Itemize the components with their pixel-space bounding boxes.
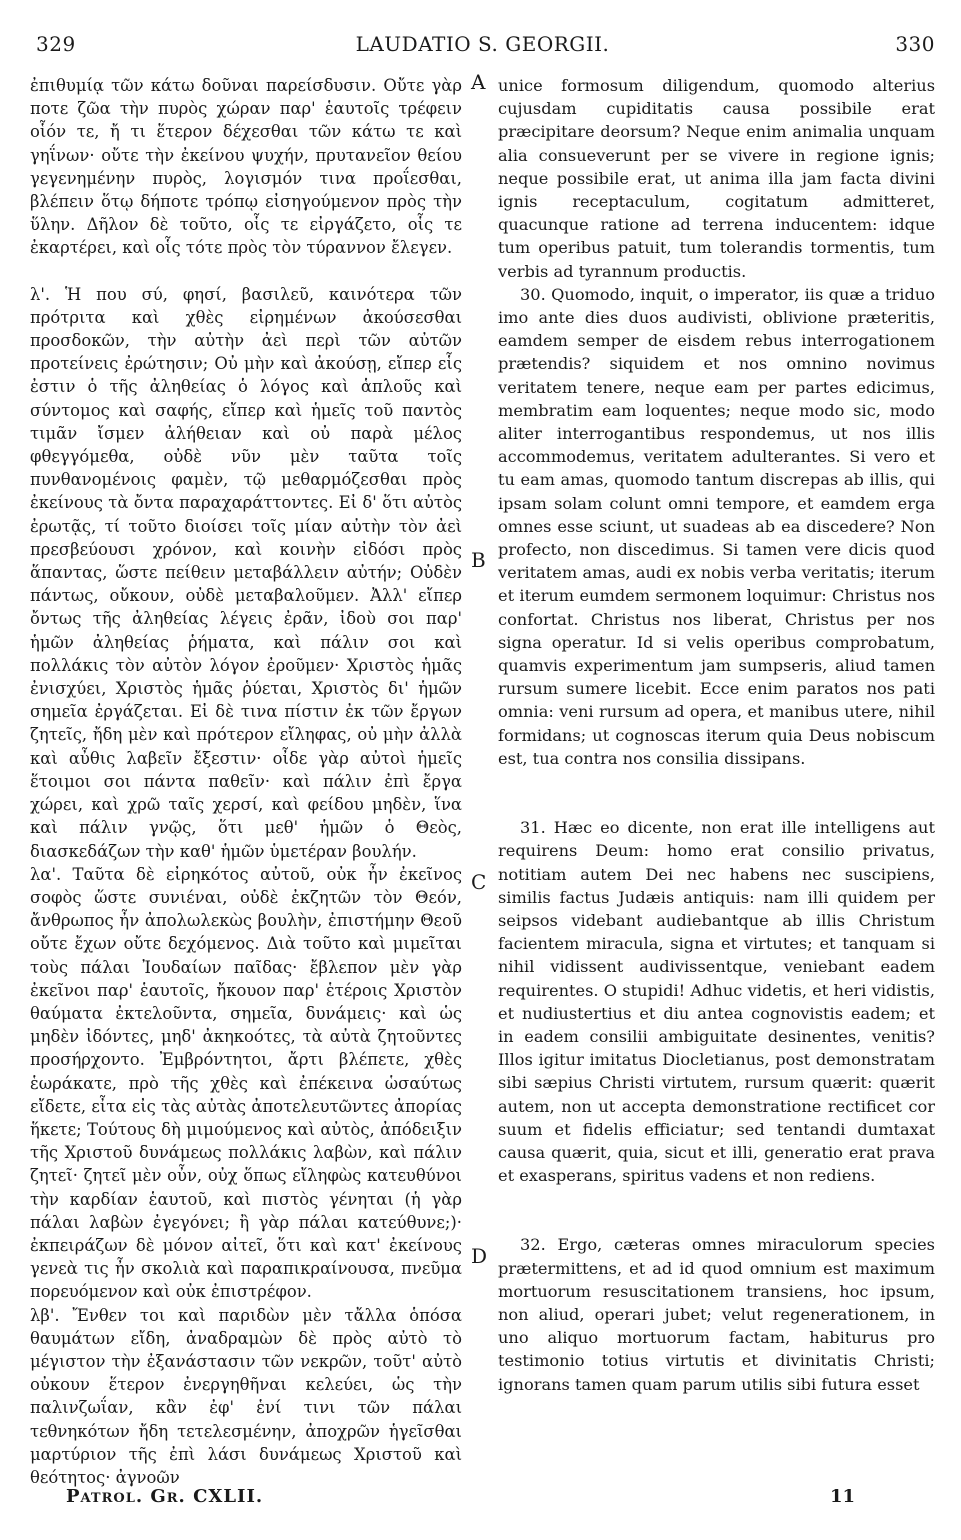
page-footer	[30, 1486, 935, 1516]
running-header	[30, 28, 935, 62]
page-number-left: 329	[36, 32, 76, 56]
margin-marker-b: B	[471, 548, 486, 572]
greek-column	[30, 74, 462, 1489]
greek-paragraph: ἐπιθυμίᾳ τῶν κάτω δοῦναι παρείσδυσιν. Οὔτε γὰρ ποτε ζῶα τὴν πυρὸς χώραν παρ' ἑαυτοῖς τρέφειν οἷόν τε, ἤ τι ἕτερον δέχεσθαι τῶν κάτω τε καὶ γηΐνων· οὔτε τὴν ἐκείνου ψυχήν, πρυτανεῖον θείου γεγενημένην πυρὸς, λογισμόν τινα προΐεσθαι, βλέπειν ὅτῳ δήποτε τρόπῳ εἰσηγούμενον πρὸς τὴν ὕλην. Δῆλον δὲ τοῦτο, οἷς τε εἰργάζετο, οἷς τε ἐκαρτέρει, καὶ οἷς τότε πρὸς τὸν τύραννον ἔλεγεν.	[30, 76, 462, 258]
page	[30, 28, 935, 1518]
latin-column	[498, 74, 935, 1396]
latin-paragraph: 31. Hæc eo dicente, non erat ille intelligens aut requirens Deum: homo erat consilio privatus, notitiam autem Dei nec habens nec suscipiens, similis factus Judæis antiquis: nam illi quidem per seipsos videbant audiebantque ab illis Christum facientem miracula, signa et virtutes; et tanquam si nihil vidissent audivissentque, veniebant eadem requirentes. O stupidi! Adhuc videtis, et heri vidistis, et nudiustertius et diu antea cognovistis eadem; et in eadem consilii ambiguitate desinentes, venitis? Illos igitur imitatus Diocletianus, post demonstratam sibi sæpius Christi virtutem, rursum quærit: quærit autem, non ut accepta demonstratione rectificet cor suum et fidelis efficiatur; sed tentandi dumtaxat causa quærit, quia, sicut et illi, generatio erat prava et exasperans, spiritus vadens et non rediens.	[498, 818, 935, 1186]
margin-marker-a: A	[471, 70, 486, 94]
running-title: LAUDATIO S. GEORGII.	[355, 32, 610, 56]
gathering-number: 11	[830, 1486, 856, 1507]
margin-marker-d: D	[471, 1244, 488, 1268]
greek-paragraph: λα'. Ταῦτα δὲ εἰρηκότος αὐτοῦ, οὐκ ἦν ἐκεῖνος σοφὸς ὥστε συνιέναι, οὐδὲ ἐκζητῶν τὸν Θεόν, ἄνθρωπος ἦν ἀπολωλεκὼς βουλὴν, ἐπιστήμην Θεοῦ οὔτε ἔχων οὔτε δεχόμενος. Διὰ τοῦτο καὶ μιμεῖται τοὺς πάλαι Ἰουδαίων παῖδας· ἔβλεπον μὲν γὰρ ἐκεῖνοι παρ' ἑαυτοῖς, ἤκουον παρ' ἑτέροις Χριστὸν θαύματα ἐκτελοῦντα, σημεῖα, δυνάμεις· καὶ ὡς μηδὲν ἰδόντες, μηδ' ἀκηκοότες, τὰ αὐτὰ ζητοῦντες προσήρχοντο. Ἐμβρόντητοι, ἄρτι βλέπετε, χθὲς ἑωράκατε, πρὸ τῆς χθὲς καὶ ἐπέκεινα ὡσαύτως εἴδετε, εἶτα εἰς τὰς αὐτὰς ἀποτελευτῶντες ἀπορίας ἥκετε; Τούτους δὴ μιμούμενος καὶ αὐτὸς, ἀπόδειξιν τῆς Χριστοῦ δυνάμεως πολλάκις λαβὼν, καὶ πάλιν ζητεῖ· ζητεῖ μὲν οὖν, οὐχ ὅπως εἴληφὼς κατευθύνοι τὴν καρδίαν ἑαυτοῦ, καὶ πιστὸς γένηται (ἡ γὰρ πάλαι λαβὼν ἐγεγόνει; ἢ γὰρ πάλαι κατεύθυνε;)· ἐκπειράζων δὲ μόνον αἰτεῖ, ὅτι καὶ κατ' ἐκείνους γενεὰ τις ἦν σκολιὰ καὶ παραπικραίνουσα, πνεῦμα πορευόμενον καὶ οὐκ ἐπιστρέφον.	[30, 864, 462, 1302]
page-number-right: 330	[895, 32, 935, 56]
greek-paragraph: λβ'. Ἔνθεν τοι καὶ παριδὼν μὲν τἄλλα ὁπόσα θαυμάτων εἴδη, ἀναδραμὼν δὲ πρὸς αὐτὸ τὸ μέγιστον τὴν ἐξανάστασιν τῶν νεκρῶν, τοῦτ' αὐτὸ οὐκουν ἕτερον ἐνεργηθῆναι κελεύει, ὡς τὴν παλινζωΐαν, κἂν ἐφ' ἑνί τινι τῶν πάλαι τεθνηκότων ἤδη τετελεσμένην, ἀποχρῶν ἡγεῖσθαι μαρτύριον τῆς ἐπὶ λάσι δυνάμεως Χριστοῦ καὶ θεότητος· ἀγνοῶν	[30, 1305, 462, 1487]
signature-mark: Patrol. Gr. CXLII.	[66, 1486, 264, 1507]
latin-paragraph: unice formosum diligendum, quomodo alterius cujusdam cupiditatis causa possibile erat præcipitare deorsum? Neque enim animalia unquam alia consueverunt per se vivere in regione ignis; neque possibile erat, ut anima illa jam facta divini ignis receptaculum, cogitatum admitteret, quacunque ratione ad terrena inducentem: idque tum operibus patuit, tum tolerandis tormentis, tum verbis ad tyrannum productis.	[498, 76, 935, 281]
latin-paragraph: 30. Quomodo, inquit, o imperator, iis quæ a triduo imo ante dies duos audivisti, oblivione præteritis, eamdem semper de eisdem rebus interrogationem prætendis? siquidem et nos omnino novimus veritatem tenere, neque eam per partes edicimus, membratim eam loquentes; neque modo sic, modo aliter interrogantibus respondemus, ut nos illis accommodemus, veritatem adulterantes. Si vero et tu eam amas, quomodo tantum discrepas ab illis, qui ipsam solam colunt omni tempore, et eamdem erga omnes esse sciunt, ut suadeas ab ea discedere? Non profecto, non discedimus. Si tamen vere dicis quod veritatem amas, audi ex nobis verba veritatis; iterum et iterum eumdem sermonem loquimur: Christus nos confortat. Christus nos liberat, Christus per nos signa operatur. Id si velis operibus comprobatum, quamvis experimentum jam sumpseris, aliud tamen rursum sumere licebit. Ecce enim paratos nos pati omnia: veni rursum ad opera, et manibus utere, nihil formidans; ut cognoscas iterum quia Deus nobiscum est, tua contra nos consilia dissipans.	[498, 284, 935, 768]
latin-paragraph: 32. Ergo, cæteras omnes miraculorum species prætermittens, et ad id quod omnium est maximum mortuorum resuscitationem transiens, hoc ipsum, non aliud, operari jubet; velut regenerationem, in uno aliquo mortuorum factam, habiturus pro testimonio totius virtutis et divinitatis Christi; ignorans tamen quam parum utilis sibi futura esset	[498, 1235, 935, 1394]
margin-marker-c: C	[471, 870, 487, 894]
greek-paragraph: λ'. Ἡ που σύ, φησί, βασιλεῦ, καινότερα τῶν πρότριτα καὶ χθὲς εἰρημένων ἀκούσεσθαι προσδοκῶν, τὴν αὐτὴν ἀεὶ περὶ τῶν αὐτῶν προτείνεις ἐρώτησιν; Οὐ μὴν καὶ ἀκούσῃ, εἴπερ εἷς ἐστιν ὁ τῆς ἀληθείας ὁ λόγος καὶ ἁπλοῦς καὶ σύντομος καὶ σαφής, εἴπερ καὶ ἡμεῖς τοῦ παντὸς τιμᾶν ἴσμεν ἀλήθειαν καὶ οὐ παρὰ μέλος φθεγγόμεθα, οὐδὲ νῦν μὲν ταῦτα τοῖς πυνθανομένοις φαμὲν, τῷ μεθαρμόζεσθαι πρὸς ἐκείνους τὰ ὄντα παραχαράττοντες. Εἰ δ' ὅτι αὐτὸς ἐρωτᾷς, τί τοῦτο διοίσει τοῖς μίαν αὐτὴν τὸν ἀεὶ πρεσβεύουσι χρόνον, καὶ κοινὴν εἰδόσι πρὸς ἅπαντας, ὥστε πείθειν μεταβάλλειν αὐτήν; Οὐδὲν πάντως, οὔκουν, οὐδὲ μεταβαλοῦμεν. Ἀλλ' εἴπερ ὄντως τῆς ἀληθείας λέγεις ἐρᾶν, ἰδοὺ σοι παρ' ἡμῶν ἀληθείας ῥήματα, καὶ πάλιν σοι καὶ πολλάκις τὸν αὐτὸν λόγον ἐροῦμεν· Χριστὸς ἡμᾶς ἐνισχύει, Χριστὸς ἡμᾶς ῥύεται, Χριστὸς δι' ἡμῶν σημεῖα ἐργάζεται. Εἰ δὲ τινα πίστιν ἐκ τῶν ἔργων ζητεῖς, ἤδη μὲν καὶ πρότερον εἴληφας, οὐ μὴν ἀλλὰ καὶ αὖθις λαβεῖν ἔξεστιν· οἶδε γὰρ αὐτοὶ ἡμεῖς ἕτοιμοι σοι πάντα παθεῖν· καὶ πάλιν ἐπὶ ἔργα χώρει, καὶ χρῶ ταῖς χερσί, καὶ φείδου μηδὲν, ἵνα καὶ πάλιν γνῷς, ὅτι μεθ' ἡμῶν ὁ Θεὸς, διασκεδάζων τὴν καθ' ἡμῶν ὑμετέραν βουλήν.	[30, 284, 462, 861]
